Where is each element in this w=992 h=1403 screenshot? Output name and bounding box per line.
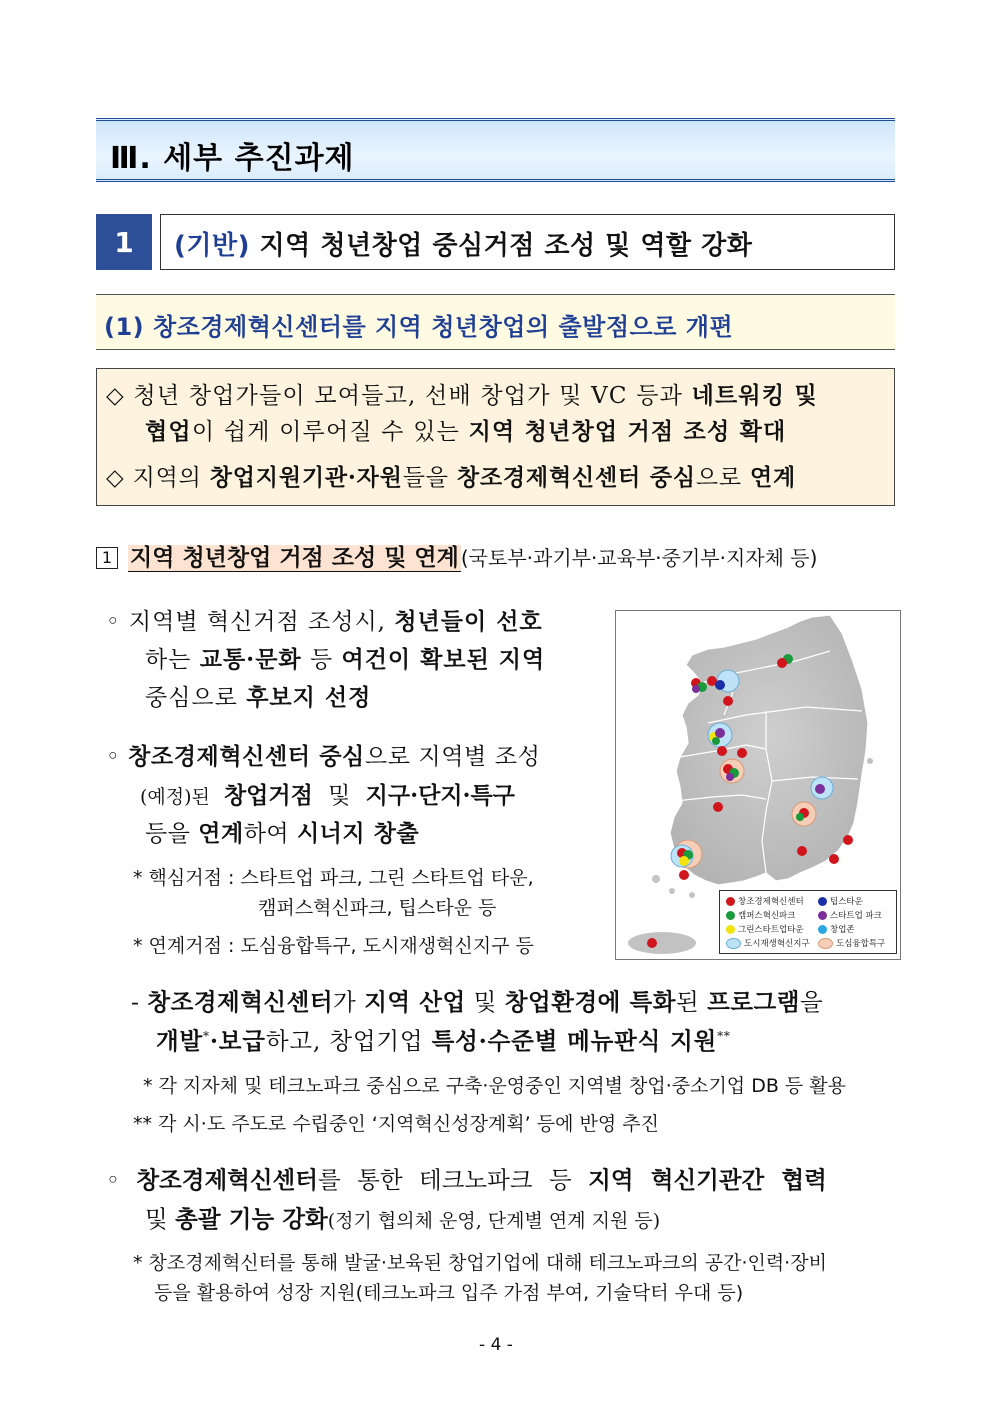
mainland-shape [670,615,868,885]
legend-item-1: 팁스타운 [818,895,863,907]
legend-swatch-7 [818,938,833,949]
bullet-3-line-2: 개발*·보급하고, 창업기업 특성·수준별 메뉴판식 지원** [156,1027,731,1055]
legend-swatch-5 [818,925,827,934]
task-heading [96,547,817,570]
bullet-2-line-2: (예정)된 창업거점 및 지구·단지·특구 [140,782,515,809]
bullet-3-note-2: ** 각 시·도 주도로 수립중인 ‘지역혁신성장계획’ 등에 반영 추진 [133,1113,659,1135]
legend-item-0: 창조경제혁신센터 [726,895,804,907]
item-title-prefix: (기반) [174,231,250,261]
legend-item-2: 캠퍼스혁신파크 [726,909,795,921]
summary-line-2: 협업이 쉽게 이루어질 수 있는 지역 청년창업 거점 조성 확대 [145,418,787,445]
legend-item-6: 도시재생혁신지구 [726,937,810,949]
legend-item-5: 창업존 [818,923,855,935]
bullet-4-line-1: ◦ 창조경제혁신센터를 통한 테크노파크 등 지역 혁신기관간 협력 [106,1166,827,1194]
bullet-4-note-1: * 창조경제혁신터를 통해 발굴·보육된 창업기업에 대해 테크노파크의 공간·인력·장비 [133,1252,827,1274]
legend-swatch-2 [726,911,735,920]
bullet-1-line-2: 하는 교통·문화 등 여건이 확보된 지역 [145,646,546,673]
subheading: (1) 창조경제혁신센터를 지역 청년창업의 출발점으로 개편 [104,313,734,341]
bullet-3-line-1: - 창조경제혁신센터가 지역 산업 및 창업환경에 특화된 프로그램을 [131,988,824,1016]
legend-swatch-4 [726,925,735,934]
task-agencies: (국토부·과기부·교육부·중기부·지자체 등) [460,546,818,570]
bullet-3-note-1: * 각 지자체 및 테크노파크 중심으로 구축·운영중인 지역별 창업·중소기업 DB 등 활용 [143,1075,847,1097]
bullet-4-note-2: 등을 활용하여 성장 지원(테크노파크 입주 가점 부여, 기술닥터 우대 등) [154,1282,744,1304]
bullet-2-note-1: * 핵심거점 : 스타트업 파크, 그린 스타트업 타운, [133,867,534,889]
legend-item-4: 그린스타트업타운 [726,923,804,935]
item-title [174,225,752,262]
legend-swatch-1 [818,897,827,906]
item-number-box: 1 [96,214,152,270]
task-title: 지역 청년창업 거점 조성 및 연계 [130,545,459,571]
legend-item-7: 도심융합특구 [818,937,885,949]
legend-swatch-6 [726,938,741,949]
bullet-4-line-2: 및 총괄 기능 강화(정기 협의체 운영, 단계별 연계 지원 등) [145,1205,661,1233]
task-number-box: 1 [96,547,118,569]
summary-line-3: ◇ 지역의 창업지원기관·자원들을 창조경제혁신센터 중심으로 연계 [106,464,797,491]
legend-swatch-3 [818,911,827,920]
legend-item-3: 스타트업 파크 [818,909,882,921]
item-title-text: 지역 청년창업 중심거점 조성 및 역할 강화 [250,231,753,261]
summary-line-1: ◇ 청년 창업가들이 모여들고, 선배 창업가 및 VC 등과 네트워킹 및 [106,382,818,409]
page-number: - 4 - [479,1335,513,1355]
bullet-2-line-1: ◦ 창조경제혁신센터 중심으로 지역별 조성 [106,743,541,770]
bullet-2-note-3: * 연계거점 : 도심융합특구, 도시재생혁신지구 등 [133,935,534,957]
jeju-island [628,932,696,954]
bullet-1-line-3: 중심으로 후보지 선정 [145,684,372,711]
bullet-1-line-1: ◦ 지역별 혁신거점 조성시, 청년들이 선호 [106,608,543,635]
section-title: Ⅲ. 세부 추진과제 [110,141,355,176]
bullet-2-note-2: 캠퍼스혁신파크, 팁스타운 등 [258,897,497,919]
map-legend [719,890,897,954]
bullet-2-line-3: 등을 연계하여 시너지 창출 [145,820,420,847]
legend-swatch-0 [726,897,735,906]
